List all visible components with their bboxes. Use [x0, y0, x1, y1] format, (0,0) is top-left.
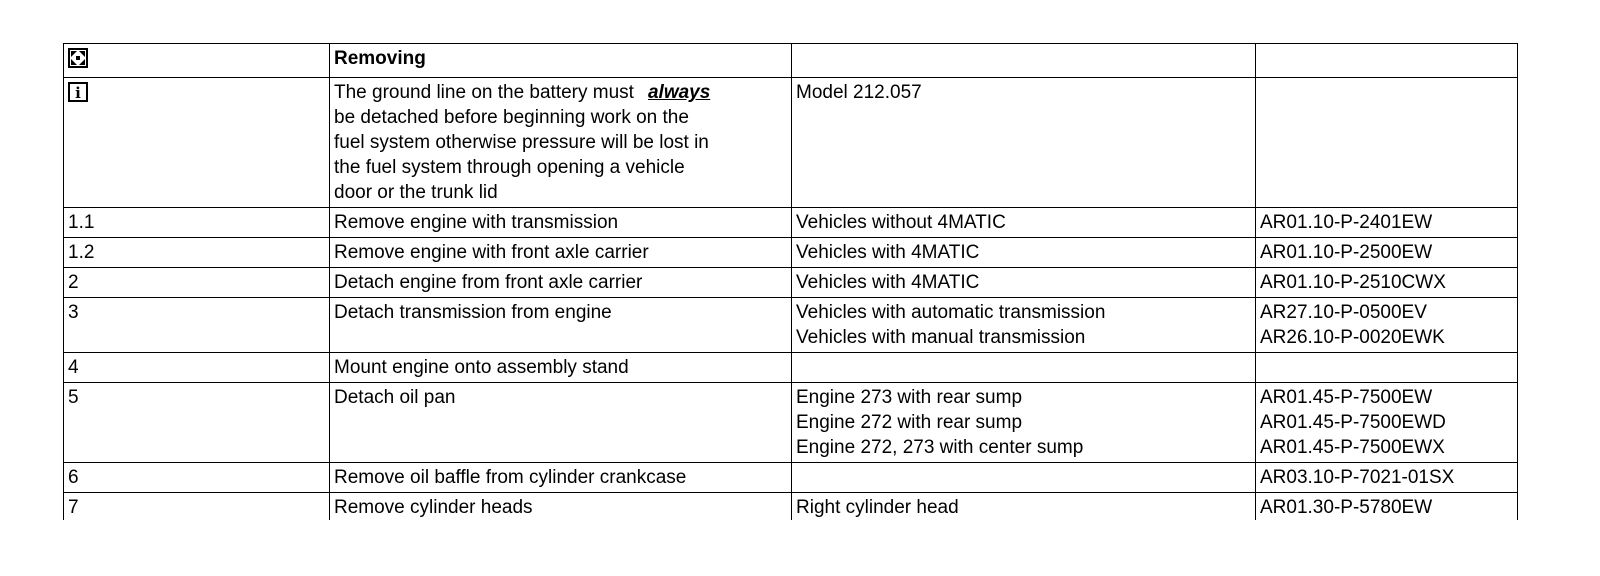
step-action: Remove oil baffle from cylinder crankcase: [329, 463, 791, 492]
header-empty-cell: [1255, 44, 1518, 77]
condition-line: Engine 272, 273 with center sump: [796, 437, 1084, 458]
table-row: [63, 238, 1518, 268]
step-action: Remove engine with transmission: [329, 208, 791, 237]
reference-link[interactable]: AR26.10-P-0020EWK: [1260, 327, 1445, 348]
table-row: [63, 383, 1518, 463]
step-action: Remove cylinder heads: [329, 493, 791, 520]
table-row: [63, 353, 1518, 383]
note-row: [63, 78, 1518, 208]
step-number: 1.1: [63, 208, 329, 237]
step-conditions: [791, 268, 1255, 297]
note-text: [329, 78, 791, 207]
reference-link[interactable]: AR01.45-P-7500EW: [1260, 387, 1433, 408]
step-number: 4: [63, 353, 329, 382]
table-row: [63, 493, 1518, 520]
step-action: Detach transmission from engine: [329, 298, 791, 352]
reference-link[interactable]: AR01.45-P-7500EWX: [1260, 437, 1445, 458]
table-row: [63, 208, 1518, 238]
procedure-table: [63, 43, 1518, 520]
step-action: Detach oil pan: [329, 383, 791, 462]
step-conditions: [791, 353, 1255, 382]
condition-line: Vehicles with 4MATIC: [796, 242, 980, 263]
note-line: the fuel system through opening a vehicle: [334, 157, 685, 178]
step-number: 2: [63, 268, 329, 297]
step-action: Mount engine onto assembly stand: [329, 353, 791, 382]
info-icon-letter: i: [75, 84, 81, 102]
reference-link[interactable]: AR27.10-P-0500EV: [1260, 302, 1427, 323]
step-references: [1255, 208, 1518, 237]
note-model: Model 212.057: [791, 78, 1255, 207]
step-number: 1.2: [63, 238, 329, 267]
step-number: 3: [63, 298, 329, 352]
step-references: [1255, 493, 1518, 520]
note-emphasis: always: [647, 82, 711, 103]
reference-link[interactable]: AR01.45-P-7500EWD: [1260, 412, 1446, 433]
note-line: door or the trunk lid: [334, 182, 498, 203]
note-icon-cell: [63, 78, 329, 207]
step-number: 5: [63, 383, 329, 462]
condition-line: Engine 272 with rear sump: [796, 412, 1023, 433]
table-header-row: [63, 43, 1518, 78]
step-number: 7: [63, 493, 329, 520]
step-references: [1255, 383, 1518, 462]
reference-link[interactable]: AR01.10-P-2401EW: [1260, 212, 1433, 233]
note-line: fuel system otherwise pressure will be lost in: [334, 132, 709, 153]
reference-link[interactable]: AR03.10-P-7021-01SX: [1260, 467, 1455, 488]
step-references: [1255, 238, 1518, 267]
note-first-line: [334, 80, 787, 105]
step-conditions: [791, 298, 1255, 352]
step-conditions: [791, 463, 1255, 492]
step-conditions: [791, 383, 1255, 462]
reference-link[interactable]: AR01.10-P-2500EW: [1260, 242, 1433, 263]
step-references: [1255, 298, 1518, 352]
note-text-start: The ground line on the battery must: [334, 82, 634, 103]
header-empty-cell: [791, 44, 1255, 77]
step-conditions: [791, 493, 1255, 520]
condition-line: Vehicles with manual transmission: [796, 327, 1086, 348]
info-icon: [68, 82, 88, 102]
table-row: [63, 298, 1518, 353]
step-references: [1255, 353, 1518, 382]
step-conditions: [791, 238, 1255, 267]
table-row: [63, 463, 1518, 493]
step-action: Detach engine from front axle carrier: [329, 268, 791, 297]
note-line: be detached before beginning work on the: [334, 107, 689, 128]
step-references: [1255, 463, 1518, 492]
condition-line: Vehicles without 4MATIC: [796, 212, 1006, 233]
condition-line: Vehicles with 4MATIC: [796, 272, 980, 293]
condition-line: Vehicles with automatic transmission: [796, 302, 1106, 323]
step-number: 6: [63, 463, 329, 492]
header-icon-cell: [63, 44, 329, 77]
section-title: Removing: [329, 44, 791, 77]
note-empty-cell: [1255, 78, 1518, 207]
expand-icon: [68, 48, 88, 68]
condition-line: Engine 273 with rear sump: [796, 387, 1023, 408]
step-conditions: [791, 208, 1255, 237]
table-row: [63, 268, 1518, 298]
step-action: Remove engine with front axle carrier: [329, 238, 791, 267]
steps-body: [63, 208, 1518, 520]
reference-link[interactable]: AR01.30-P-5780EW: [1260, 497, 1433, 518]
step-references: [1255, 268, 1518, 297]
reference-link[interactable]: AR01.10-P-2510CWX: [1260, 272, 1446, 293]
condition-line: Right cylinder head: [796, 497, 959, 518]
